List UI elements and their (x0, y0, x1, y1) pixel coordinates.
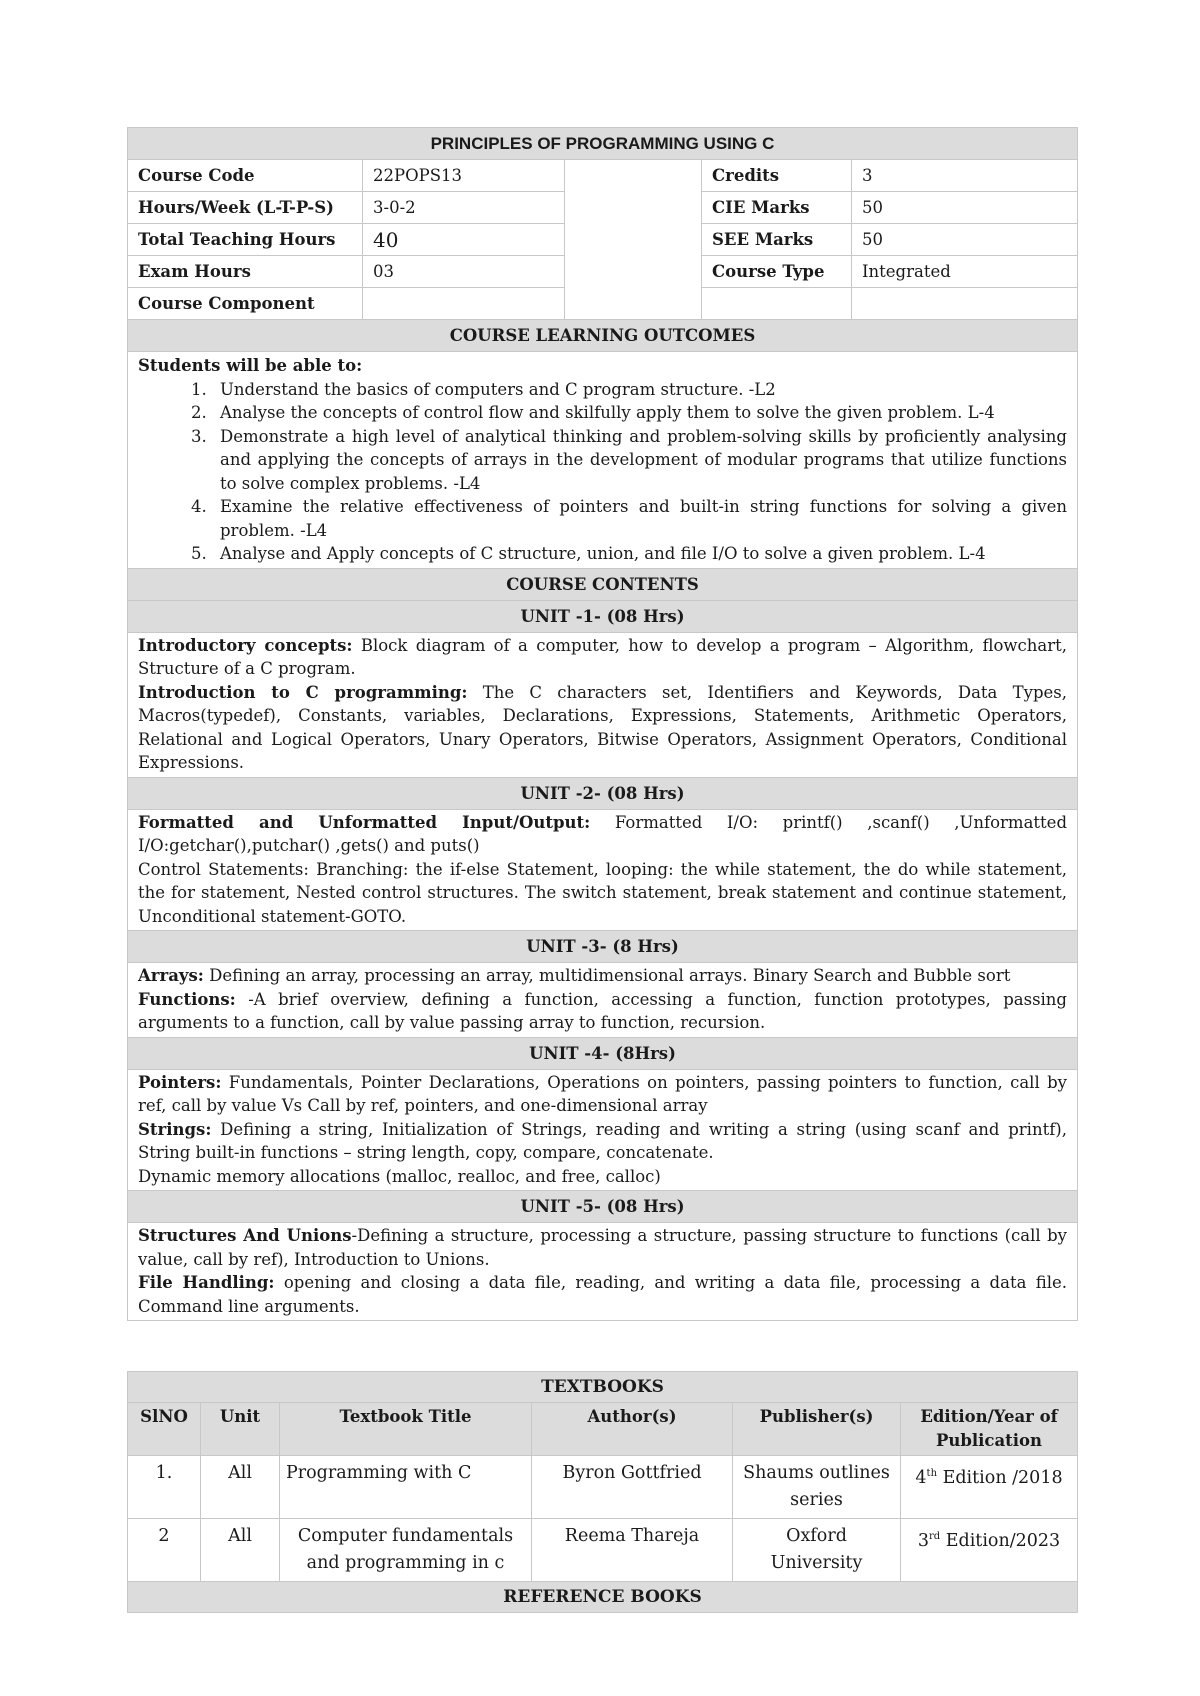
paragraph (138, 988, 1067, 1035)
topic-label: Formatted and Unformatted Input/Output: (138, 812, 591, 832)
topic-label: File Handling: (138, 1273, 275, 1292)
column-header: Textbook Title (280, 1403, 532, 1456)
outcomes-intro: Students will be able to: (138, 356, 363, 375)
topic-text: Defining an array, processing an array, multidimensional arrays. Binary Search and Bubble sort (203, 966, 1011, 985)
list-item: 5. Analyse and Apply concepts of C structure, union, and file I/O to solve a given problem. L-4 (212, 542, 1067, 566)
label-total-teaching-hours: Total Teaching Hours (128, 224, 363, 256)
column-header: Publisher(s) (733, 1403, 901, 1456)
unit-4-heading: UNIT -4- (8Hrs) (128, 1037, 1078, 1069)
label-see-marks: SEE Marks (702, 224, 852, 256)
label-cie-marks: CIE Marks (702, 192, 852, 224)
cell-title: Programming with C (280, 1456, 532, 1519)
topic-text: Control Statements: Branching: the if-else Statement, looping: the while statement, the do while statement, the for statement, Nested control structures. The switch statement, break statement and continue statement, Unconditional statement-GOTO. (138, 859, 1067, 926)
value-cie-marks: 50 (852, 192, 1078, 224)
label-exam-hours: Exam Hours (128, 256, 363, 288)
unit-4-content (128, 1069, 1078, 1191)
value-course-code: 22POPS13 (363, 160, 565, 192)
value-exam-hours: 03 (363, 256, 565, 288)
value-course-component (363, 288, 565, 320)
cell-edition: 3rd Edition/2023 (901, 1519, 1078, 1582)
cell-edition: 4th Edition /2018 (901, 1456, 1078, 1519)
label-course-code: Course Code (128, 160, 363, 192)
topic-label: Strings: (138, 1119, 212, 1139)
topic-text: Fundamentals, Pointer Declarations, Operations on pointers, passing pointers to function, call by ref, call by value Vs Call by ref, pointers, and one-dimensional array (138, 1072, 1067, 1115)
empty-label (702, 288, 852, 320)
value-total-teaching-hours: 40 (363, 224, 565, 256)
cell-author: Byron Gottfried (532, 1456, 733, 1519)
unit-3-heading: UNIT -3- (8 Hrs) (128, 931, 1078, 963)
paragraph (138, 1224, 1067, 1271)
topic-text: opening and closing a data file, reading, and writing a data file, processing a data file. Command line arguments. (138, 1273, 1068, 1316)
cell-publisher: Shaums outlines series (733, 1456, 901, 1519)
list-item: 4. Examine the relative effectiveness of pointers and built-in string functions for solving a given problem. -L4 (212, 495, 1067, 542)
outcomes-list (138, 378, 1067, 566)
contents-heading: COURSE CONTENTS (128, 568, 1078, 600)
paragraph (138, 1071, 1067, 1118)
unit-1-heading: UNIT -1- (08 Hrs) (128, 600, 1078, 632)
paragraph (138, 681, 1067, 775)
paragraph (138, 1271, 1067, 1318)
table-row (128, 1519, 1078, 1582)
cell-slno: 1. (128, 1456, 201, 1519)
value-see-marks: 50 (852, 224, 1078, 256)
paragraph (138, 858, 1067, 929)
paragraph (138, 634, 1067, 681)
course-info-table (127, 127, 1078, 1321)
blank-cell (565, 160, 702, 320)
textbooks-table (127, 1371, 1078, 1613)
topic-label: Introductory concepts: (138, 635, 353, 655)
table-header-row (128, 1403, 1078, 1456)
paragraph (138, 811, 1067, 858)
label-credits: Credits (702, 160, 852, 192)
empty-value (852, 288, 1078, 320)
list-item: 3. Demonstrate a high level of analytical thinking and problem-solving skills by proficiently analysing and applying the concepts of arrays in the development of modular programs that utilize functions to solve complex problems. -L4 (212, 425, 1067, 496)
outcomes-section (128, 352, 1078, 569)
topic-label: Structures And Unions (138, 1226, 352, 1245)
syllabus-page (127, 127, 1078, 1613)
unit-1-content (128, 632, 1078, 777)
topic-label: Introduction to C programming: (138, 682, 468, 702)
value-hours-week: 3-0-2 (363, 192, 565, 224)
column-header: Author(s) (532, 1403, 733, 1456)
column-header: Edition/Year of Publication (901, 1403, 1078, 1456)
topic-text: The C characters set, Identifiers and Keywords, Data Types, Macros(typedef), Constants, variables, Declarations, Expressions, Statements, Arithmetic Operators, Relational and Logical Operators, Unary Operators, Bitwise Operators, Assignment Operators, Conditional Expressions. (138, 682, 1068, 772)
table-row (128, 1456, 1078, 1519)
topic-label: Pointers: (138, 1072, 222, 1092)
topic-text: Dynamic memory allocations (malloc, realloc, and free, calloc) (138, 1166, 661, 1186)
unit-5-content (128, 1223, 1078, 1321)
topic-text: Formatted I/O: printf() ,scanf() ,Unformatted I/O:getchar(),putchar() ,gets() and puts() (138, 812, 1068, 855)
unit-2-content (128, 809, 1078, 931)
column-header: Unit (201, 1403, 280, 1456)
topic-label: Functions: (138, 989, 236, 1009)
cell-title: Computer fundamentals and programming in c (280, 1519, 532, 1582)
list-item: 1. Understand the basics of computers and C program structure. -L2 (212, 378, 1067, 402)
topic-label: Arrays: (138, 966, 204, 985)
label-course-type: Course Type (702, 256, 852, 288)
column-header: SlNO (128, 1403, 201, 1456)
unit-2-heading: UNIT -2- (08 Hrs) (128, 777, 1078, 809)
topic-text: Defining a string, Initialization of Strings, reading and writing a string (using scanf and printf), String built-in functions – string length, copy, compare, concatenate. (138, 1119, 1067, 1162)
cell-slno: 2 (128, 1519, 201, 1582)
value-credits: 3 (852, 160, 1078, 192)
topic-text: -Defining a structure, processing a structure, passing structure to functions (call by value, call by ref), Introduction to Unions. (138, 1226, 1067, 1269)
textbooks-heading: TEXTBOOKS (128, 1372, 1078, 1403)
value-course-type: Integrated (852, 256, 1078, 288)
outcomes-heading: COURSE LEARNING OUTCOMES (128, 320, 1078, 352)
cell-unit: All (201, 1456, 280, 1519)
label-hours-week: Hours/Week (L-T-P-S) (128, 192, 363, 224)
topic-text: -A brief overview, defining a function, accessing a function, function prototypes, passing arguments to a function, call by value passing array to function, recursion. (138, 989, 1067, 1032)
label-course-component: Course Component (128, 288, 363, 320)
cell-author: Reema Thareja (532, 1519, 733, 1582)
unit-5-heading: UNIT -5- (08 Hrs) (128, 1191, 1078, 1223)
unit-3-content (128, 963, 1078, 1038)
paragraph (138, 1118, 1067, 1165)
paragraph (138, 1165, 1067, 1189)
cell-unit: All (201, 1519, 280, 1582)
list-item: 2. Analyse the concepts of control flow and skilfully apply them to solve the given problem. L-4 (212, 401, 1067, 425)
topic-text: Block diagram of a computer, how to develop a program – Algorithm, flowchart, Structure of a C program. (138, 635, 1068, 678)
course-title: PRINCIPLES OF PROGRAMMING USING C (128, 128, 1078, 160)
paragraph (138, 964, 1067, 988)
cell-publisher: Oxford University (733, 1519, 901, 1582)
table-row (128, 160, 1078, 192)
reference-books-heading: REFERENCE BOOKS (128, 1582, 1078, 1613)
